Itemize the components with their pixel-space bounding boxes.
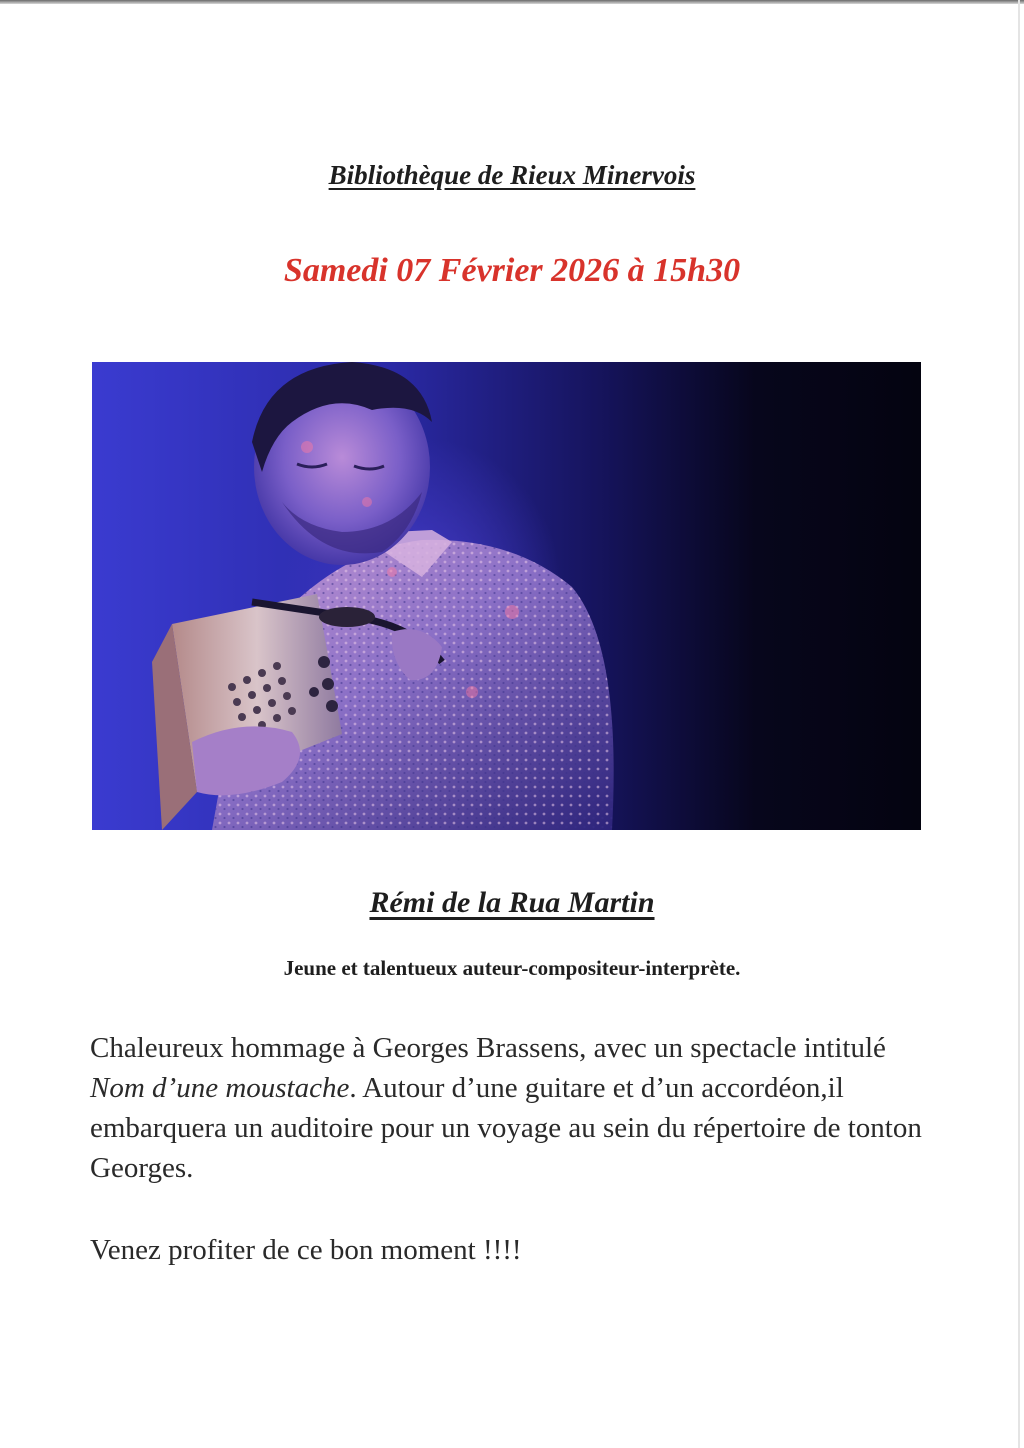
performer-name: Rémi de la Rua Martin (369, 886, 655, 919)
description-part-1: Chaleureux hommage à Georges Brassens, avec un spectacle intitulé (90, 1032, 886, 1064)
accordion-player-illustration (92, 362, 921, 830)
closing-line: Venez profiter de ce bon moment !!!! (90, 1234, 522, 1266)
performer-tagline: Jeune et talentueux auteur-compositeur-interprète. (283, 956, 741, 980)
show-title: Nom d’une moustache (90, 1072, 350, 1104)
event-date: Samedi 07 Février 2026 à 15h30 (283, 252, 741, 289)
description-part-2: . Autour d’une guitare et d’un accordéon,il embarquera un auditoire pour un voyage au sein du répertoire de tonton Georges. (90, 1072, 922, 1184)
scan-right-edge (1018, 0, 1020, 1448)
event-description (90, 1028, 940, 1188)
performer-photo (92, 362, 921, 830)
scan-top-edge (0, 0, 1024, 4)
venue-title: Bibliothèque de Rieux Minervois (328, 160, 696, 190)
